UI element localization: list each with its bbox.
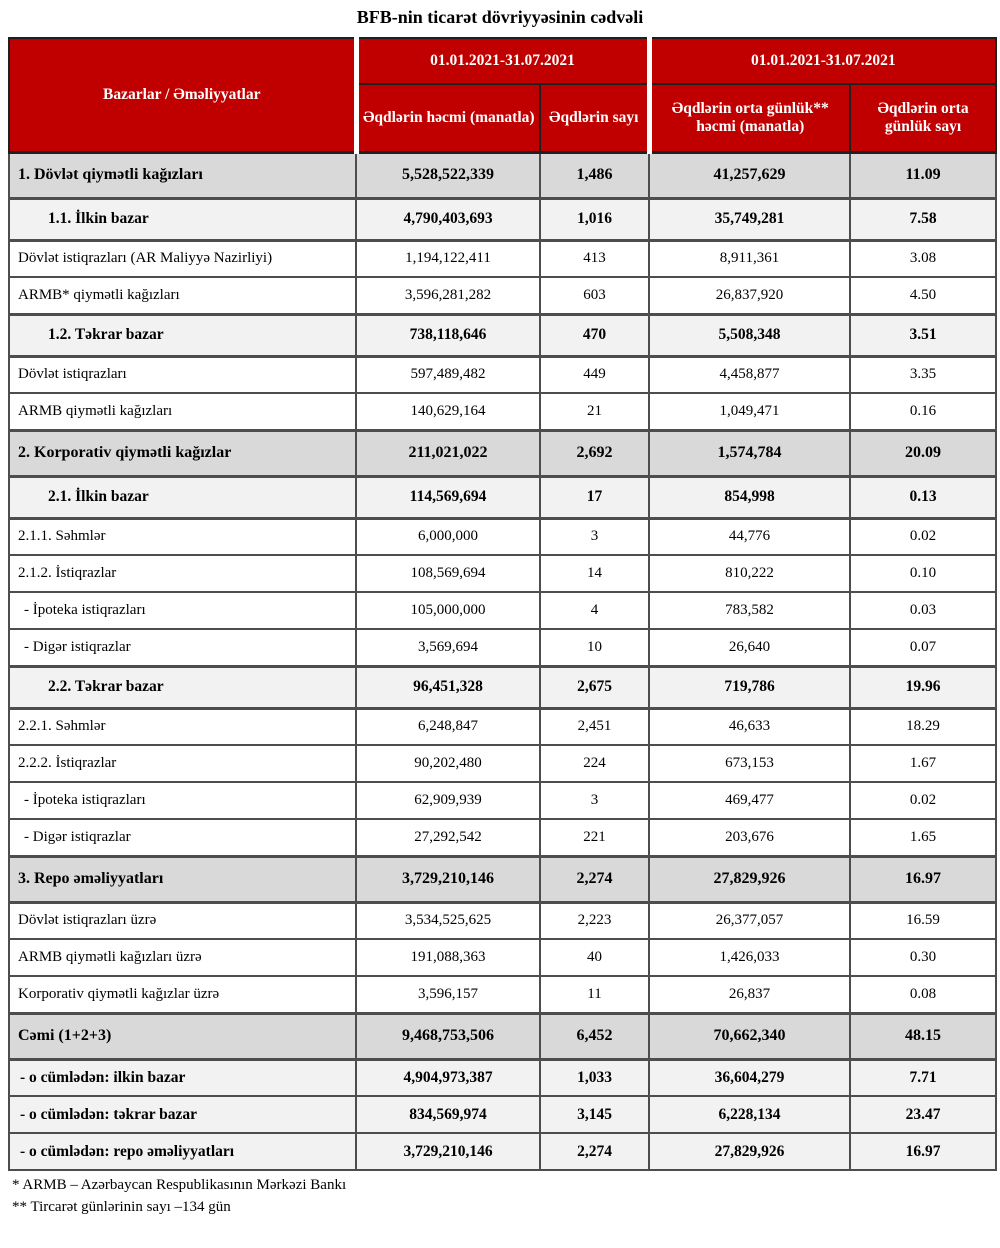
table-row	[9, 745, 996, 782]
cell-avg-count: 0.16	[850, 393, 996, 430]
cell-volume: 191,088,363	[356, 939, 540, 976]
cell-avg-count: 4.50	[850, 277, 996, 314]
cell-volume: 62,909,939	[356, 782, 540, 819]
cell-avg-volume: 854,998	[649, 476, 850, 518]
cell-avg-count: 0.30	[850, 939, 996, 976]
row-label: ARMB qiymətli kağızları üzrə	[9, 939, 356, 976]
cell-avg-count: 7.58	[850, 198, 996, 240]
cell-avg-count: 1.65	[850, 819, 996, 856]
cell-count: 3	[540, 518, 649, 555]
cell-volume: 5,528,522,339	[356, 152, 540, 198]
cell-count: 224	[540, 745, 649, 782]
subheader-avg-count: Əqdlərin orta günlük sayı	[850, 84, 996, 152]
cell-count: 2,223	[540, 902, 649, 939]
cell-volume: 114,569,694	[356, 476, 540, 518]
table-row	[9, 430, 996, 476]
table-row	[9, 976, 996, 1013]
cell-count: 470	[540, 314, 649, 356]
row-label: 2.2.2. İstiqrazlar	[9, 745, 356, 782]
cell-avg-volume: 810,222	[649, 555, 850, 592]
cell-count: 17	[540, 476, 649, 518]
row-label: 1.2. Təkrar bazar	[9, 314, 356, 356]
table-row	[9, 393, 996, 430]
table-row	[9, 902, 996, 939]
page-title: BFB-nin ticarət dövriyyəsinin cədvəli	[356, 7, 644, 27]
cell-avg-count: 1.67	[850, 745, 996, 782]
table-row	[9, 819, 996, 856]
cell-volume: 211,021,022	[356, 430, 540, 476]
row-label: Dövlət istiqrazları üzrə	[9, 902, 356, 939]
row-label: 1. Dövlət qiymətli kağızları	[9, 152, 356, 198]
cell-count: 221	[540, 819, 649, 856]
cell-avg-count: 0.03	[850, 592, 996, 629]
cell-count: 4	[540, 592, 649, 629]
row-label: Cəmi (1+2+3)	[9, 1013, 356, 1059]
row-label: - o cümlədən: təkrar bazar	[9, 1096, 356, 1133]
cell-volume: 140,629,164	[356, 393, 540, 430]
table-row	[9, 856, 996, 902]
cell-count: 2,675	[540, 666, 649, 708]
table-row	[9, 1133, 996, 1170]
cell-avg-volume: 4,458,877	[649, 356, 850, 393]
cell-count: 21	[540, 393, 649, 430]
table-row	[9, 314, 996, 356]
cell-avg-count: 19.96	[850, 666, 996, 708]
cell-avg-volume: 1,049,471	[649, 393, 850, 430]
period-header-2: 01.01.2021-31.07.2021	[649, 38, 996, 84]
table-row	[9, 782, 996, 819]
cell-avg-count: 0.10	[850, 555, 996, 592]
subheader-volume: Əqdlərin həcmi (manatla)	[356, 84, 540, 152]
cell-avg-volume: 673,153	[649, 745, 850, 782]
cell-volume: 108,569,694	[356, 555, 540, 592]
table-row	[9, 198, 996, 240]
row-label: 2.1. İlkin bazar	[9, 476, 356, 518]
cell-avg-volume: 26,377,057	[649, 902, 850, 939]
row-label: 2.2.1. Səhmlər	[9, 708, 356, 745]
footnotes	[12, 1174, 1000, 1218]
cell-volume: 96,451,328	[356, 666, 540, 708]
cell-count: 11	[540, 976, 649, 1013]
row-label: - o cümlədən: ilkin bazar	[9, 1059, 356, 1096]
cell-count: 3	[540, 782, 649, 819]
row-label: - Digər istiqrazlar	[9, 819, 356, 856]
cell-avg-count: 3.51	[850, 314, 996, 356]
cell-avg-count: 48.15	[850, 1013, 996, 1059]
cell-avg-volume: 41,257,629	[649, 152, 850, 198]
cell-avg-volume: 783,582	[649, 592, 850, 629]
cell-avg-count: 7.71	[850, 1059, 996, 1096]
cell-count: 14	[540, 555, 649, 592]
table-row	[9, 1059, 996, 1096]
cell-avg-count: 16.97	[850, 856, 996, 902]
cell-avg-volume: 36,604,279	[649, 1059, 850, 1096]
corner-header-cell: Bazarlar / Əməliyyatlar	[9, 38, 356, 152]
row-label: - o cümlədən: repo əməliyyatları	[9, 1133, 356, 1170]
cell-count: 1,033	[540, 1059, 649, 1096]
cell-volume: 6,248,847	[356, 708, 540, 745]
row-label: 2.1.1. Səhmlər	[9, 518, 356, 555]
table-header	[9, 38, 996, 152]
table-row	[9, 708, 996, 745]
cell-count: 603	[540, 277, 649, 314]
row-label: 2.1.2. İstiqrazlar	[9, 555, 356, 592]
table-row	[9, 240, 996, 277]
cell-volume: 6,000,000	[356, 518, 540, 555]
row-label: 3. Repo əməliyyatları	[9, 856, 356, 902]
cell-volume: 3,596,157	[356, 976, 540, 1013]
table-row	[9, 666, 996, 708]
row-label: 2.2. Təkrar bazar	[9, 666, 356, 708]
cell-count: 2,451	[540, 708, 649, 745]
cell-volume: 9,468,753,506	[356, 1013, 540, 1059]
cell-count: 449	[540, 356, 649, 393]
cell-avg-volume: 1,426,033	[649, 939, 850, 976]
cell-avg-count: 18.29	[850, 708, 996, 745]
cell-avg-count: 3.35	[850, 356, 996, 393]
cell-avg-volume: 26,837	[649, 976, 850, 1013]
cell-volume: 597,489,482	[356, 356, 540, 393]
cell-avg-volume: 70,662,340	[649, 1013, 850, 1059]
cell-count: 2,274	[540, 1133, 649, 1170]
subheader-avg-volume: Əqdlərin orta günlük** həcmi (manatla)	[649, 84, 850, 152]
footnote-armb: * ARMB – Azərbaycan Respublikasının Mərkəzi Bankı	[12, 1177, 347, 1193]
cell-count: 40	[540, 939, 649, 976]
cell-avg-count: 20.09	[850, 430, 996, 476]
cell-count: 2,274	[540, 856, 649, 902]
cell-count: 10	[540, 629, 649, 666]
cell-avg-volume: 46,633	[649, 708, 850, 745]
cell-volume: 3,569,694	[356, 629, 540, 666]
subheader-count: Əqdlərin sayı	[540, 84, 649, 152]
table-row	[9, 1013, 996, 1059]
cell-count: 1,016	[540, 198, 649, 240]
row-label: 1.1. İlkin bazar	[9, 198, 356, 240]
cell-avg-volume: 203,676	[649, 819, 850, 856]
row-label: - Digər istiqrazlar	[9, 629, 356, 666]
cell-volume: 1,194,122,411	[356, 240, 540, 277]
row-label: ARMB qiymətli kağızları	[9, 393, 356, 430]
cell-volume: 105,000,000	[356, 592, 540, 629]
cell-count: 2,692	[540, 430, 649, 476]
cell-avg-count: 0.08	[850, 976, 996, 1013]
cell-avg-volume: 27,829,926	[649, 856, 850, 902]
table-row	[9, 476, 996, 518]
cell-volume: 3,596,281,282	[356, 277, 540, 314]
cell-avg-count: 16.97	[850, 1133, 996, 1170]
cell-avg-count: 11.09	[850, 152, 996, 198]
cell-volume: 3,729,210,146	[356, 1133, 540, 1170]
table-row	[9, 152, 996, 198]
period-header-1: 01.01.2021-31.07.2021	[356, 38, 649, 84]
cell-avg-volume: 44,776	[649, 518, 850, 555]
turnover-table	[8, 37, 997, 1171]
cell-avg-volume: 26,837,920	[649, 277, 850, 314]
table-row	[9, 592, 996, 629]
footnote-trading-days: ** Tircarət günlərinin sayı –134 gün	[12, 1199, 231, 1215]
row-label: 2. Korporativ qiymətli kağızlar	[9, 430, 356, 476]
cell-volume: 27,292,542	[356, 819, 540, 856]
cell-avg-volume: 27,829,926	[649, 1133, 850, 1170]
cell-avg-volume: 26,640	[649, 629, 850, 666]
row-label: Korporativ qiymətli kağızlar üzrə	[9, 976, 356, 1013]
cell-avg-volume: 5,508,348	[649, 314, 850, 356]
cell-avg-volume: 35,749,281	[649, 198, 850, 240]
cell-avg-volume: 719,786	[649, 666, 850, 708]
row-label: Dövlət istiqrazları	[9, 356, 356, 393]
cell-volume: 834,569,974	[356, 1096, 540, 1133]
cell-avg-count: 3.08	[850, 240, 996, 277]
cell-volume: 3,534,525,625	[356, 902, 540, 939]
table-body	[9, 152, 996, 1170]
cell-avg-count: 0.02	[850, 782, 996, 819]
table-row	[9, 518, 996, 555]
row-label: - İpoteka istiqrazları	[9, 782, 356, 819]
row-label: Dövlət istiqrazları (AR Maliyyə Nazirliyi)	[9, 240, 356, 277]
cell-avg-volume: 1,574,784	[649, 430, 850, 476]
cell-volume: 4,904,973,387	[356, 1059, 540, 1096]
cell-avg-volume: 6,228,134	[649, 1096, 850, 1133]
table-row	[9, 555, 996, 592]
table-row	[9, 277, 996, 314]
cell-volume: 3,729,210,146	[356, 856, 540, 902]
cell-volume: 738,118,646	[356, 314, 540, 356]
table-row	[9, 1096, 996, 1133]
cell-count: 6,452	[540, 1013, 649, 1059]
cell-count: 1,486	[540, 152, 649, 198]
cell-avg-count: 0.07	[850, 629, 996, 666]
row-label: - İpoteka istiqrazları	[9, 592, 356, 629]
cell-avg-count: 16.59	[850, 902, 996, 939]
cell-avg-count: 23.47	[850, 1096, 996, 1133]
cell-avg-count: 0.02	[850, 518, 996, 555]
cell-count: 3,145	[540, 1096, 649, 1133]
row-label: ARMB* qiymətli kağızları	[9, 277, 356, 314]
table-row	[9, 356, 996, 393]
cell-volume: 90,202,480	[356, 745, 540, 782]
cell-avg-volume: 469,477	[649, 782, 850, 819]
table-row	[9, 939, 996, 976]
cell-volume: 4,790,403,693	[356, 198, 540, 240]
table-row	[9, 629, 996, 666]
cell-count: 413	[540, 240, 649, 277]
cell-avg-volume: 8,911,361	[649, 240, 850, 277]
cell-avg-count: 0.13	[850, 476, 996, 518]
